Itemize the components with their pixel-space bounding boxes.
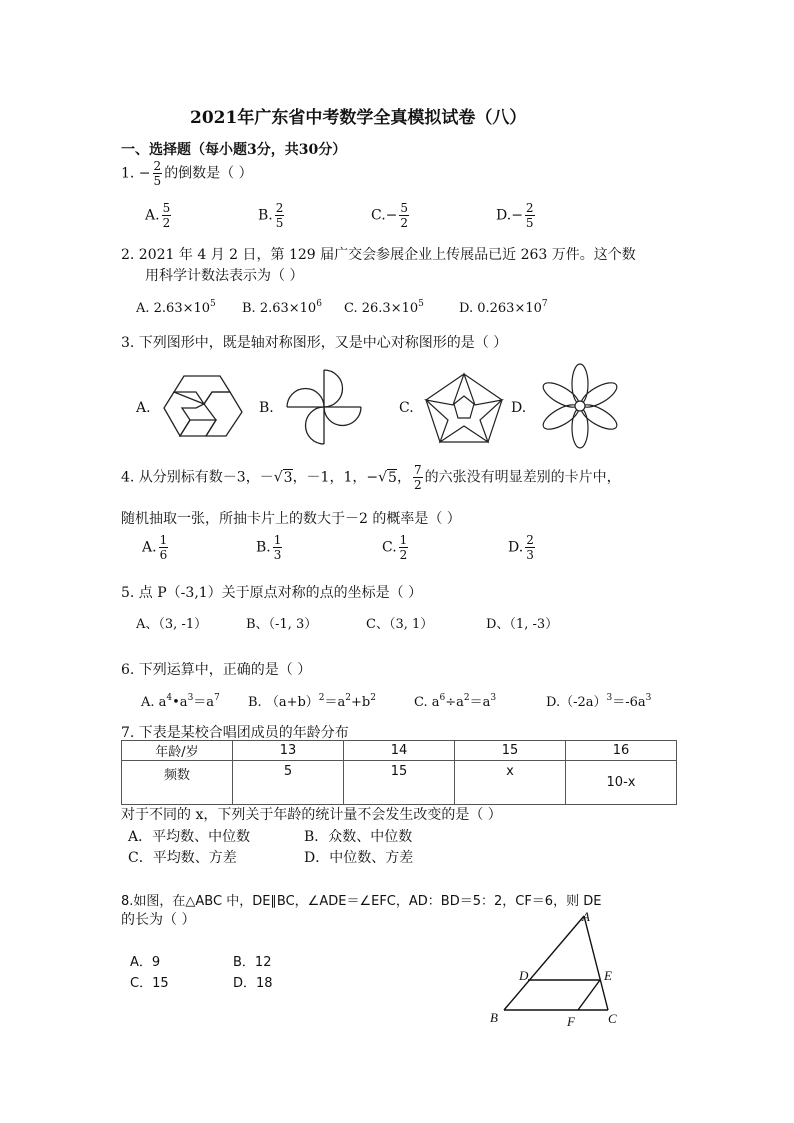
option-fraction [275,202,285,229]
point-c-label: C [608,1011,617,1026]
frac-num: 1 [159,533,168,547]
q7-option-d[interactable]: D．中位数、方差 [304,850,414,866]
option-fraction [162,202,172,229]
q6-option-b[interactable] [248,691,376,710]
q4-text: 的六张没有明显差别的卡片中， [424,469,621,486]
q3-option-d-label[interactable]: D. [511,400,527,416]
exponent: 5 [418,299,424,309]
question-8-line1: 8.如图，在△ABC 中，DE∥BC，∠ADE＝∠EFC，AD：BD＝5：2，CF＝6，则 DE [121,894,602,909]
table-cell: 5 [233,761,344,805]
option-fraction [399,202,409,229]
frac-num: 2 [275,201,284,215]
frac-num: 1 [273,533,282,547]
question-1-stem [121,160,253,187]
q1-fraction [153,160,163,187]
option-fraction [525,534,535,561]
q1-frac-den: 5 [153,174,162,188]
exponent: 5 [210,299,216,309]
recycle-hexagon-figure[interactable] [160,368,246,444]
frac-num: 7 [413,463,422,477]
question-6-stem: 6. 下列运算中，正确的是（ ） [121,662,312,678]
exponent: 2 [463,693,470,703]
frac-den: 3 [273,548,282,562]
expr: ＝a [469,695,491,710]
expr: B. （a+b） [248,695,319,710]
question-7-prompt: 对于不同的 x，下列关于年龄的统计量不会发生改变的是（ ） [121,807,502,823]
exponent: 6 [316,299,322,309]
q8-option-b[interactable]: B．12 [233,955,272,970]
q3-option-c-label[interactable]: C. [399,400,414,416]
point-f-label: F [567,1014,575,1029]
q5-option-b[interactable]: B、（-1, 3） [246,617,318,632]
q1-suffix: 的倒数是（ ） [164,165,253,182]
exponent: 4 [166,693,173,703]
q4-option-d[interactable] [508,534,537,561]
table-cell: 10-x [566,761,677,805]
q1-prefix: 1. − [121,165,151,182]
expr: A. a [141,695,167,710]
triangle-abc-figure [486,908,626,1034]
q6-option-c[interactable] [414,691,496,710]
page-title: 2021年广东省中考数学全真模拟试卷（八） [190,108,527,128]
exponent: 3 [187,693,194,703]
question-4-line2: 随机抽取一张，所抽卡片上的数大于－2 的概率是（ ） [121,511,461,527]
expr: ＝-6a [612,695,646,710]
q4-text: ，－1，1，− [292,469,379,486]
q7-option-b[interactable]: B．众数、中位数 [304,829,413,845]
table-header-row [122,741,677,761]
table-cell: 年龄/岁 [122,741,233,761]
q1-option-c[interactable] [371,202,411,229]
q1-option-a[interactable] [145,202,173,229]
q5-option-d[interactable]: D、（1, -3） [486,617,559,632]
question-4-line1: 4. 从分别标有数－3，－√3，－1，1，−√5， $\frac{7}{2}$ 的六张没有明显差别的卡片中， [121,463,621,492]
frac-den: 2 [162,216,171,230]
expr: •a [172,695,188,710]
table-cell: x [455,761,566,805]
exponent: 3 [606,693,613,703]
q7-option-c[interactable]: C．平均数、方差 [128,850,237,866]
table-cell: 15 [344,761,455,805]
q4-radicand: 3 [283,469,293,486]
option-label: B. [256,539,271,556]
q8-option-d[interactable]: D．18 [233,976,273,991]
frac-num: 1 [399,533,408,547]
option-label: C. [371,207,386,224]
q4-option-a[interactable] [142,534,170,561]
table-cell: 13 [233,741,344,761]
frac-num: 2 [525,201,534,215]
option-label: D. 0.263×10 [459,301,542,316]
section-heading: 一、选择题（每小题3分，共30分） [121,142,347,158]
q2-option-c[interactable] [344,299,424,316]
q8-option-a[interactable]: A．9 [130,955,161,970]
frac-den: 5 [525,216,534,230]
pinwheel-figure[interactable] [283,366,365,448]
frac-den: 2 [400,216,409,230]
expr: C. a [414,695,440,710]
q1-option-b[interactable] [258,202,286,229]
frac-den: 3 [526,548,534,562]
q3-option-b-label[interactable]: B. [259,400,274,416]
table-cell: 频数 [122,761,233,805]
table-cell: 16 [566,741,677,761]
q2-option-d[interactable] [459,299,548,316]
q6-option-d[interactable] [546,691,651,710]
q5-option-c[interactable]: C、（3, 1） [366,617,434,632]
option-label: A. [142,539,157,556]
option-fraction [159,534,169,561]
q8-option-c[interactable]: C．15 [130,976,169,991]
table-cell: 14 [344,741,455,761]
frac-den: 6 [159,548,168,562]
pentagon-star-figure[interactable] [422,370,506,446]
option-sign: − [385,207,398,224]
option-fraction [399,534,409,561]
option-label: A. 2.63×10 [136,301,211,316]
question-2-line2: 用科学计数法表示为（ ） [145,268,304,284]
expr: +b [351,695,371,710]
expr: ＝a [193,695,215,710]
option-label: C. [382,539,397,556]
exponent: 7 [541,299,548,309]
age-distribution-table [121,740,677,805]
question-8-line2: 的长为（ ） [121,912,196,928]
age-distribution-table-wrap [121,740,677,805]
table-row [122,761,677,805]
q3-option-a-label[interactable]: A. [136,400,151,416]
q4-text: 4. 从分别标有数－3，－ [121,469,274,486]
frac-den: 2 [413,478,422,492]
point-a-label: A [582,909,590,924]
option-fraction [525,202,535,229]
option-label: B. 2.63×10 [242,301,317,316]
option-label: C. 26.3×10 [344,301,419,316]
frac-den: 5 [275,216,284,230]
flower-figure[interactable] [536,362,624,450]
q2-option-b[interactable] [242,299,322,316]
q4-text: ， [396,469,411,486]
side-ab [504,916,584,1010]
table-cell: 15 [455,741,566,761]
q2-option-a[interactable] [136,299,216,316]
option-label: D. [508,539,524,556]
expr: D.（-2a） [546,695,607,710]
option-sign: − [511,207,523,224]
frac-num: 2 [526,533,534,547]
question-7-stem: 7. 下表是某校合唱团成员的年龄分布 [121,725,349,741]
segment-ef [578,980,600,1010]
exponent: 7 [214,693,220,703]
point-b-label: B [490,1010,498,1025]
q7-option-a[interactable]: A．平均数、中位数 [128,829,251,845]
q1-frac-num: 2 [153,159,162,173]
exponent: 2 [345,693,352,703]
q4-option-c[interactable] [382,534,410,561]
exponent: 6 [439,693,446,703]
exponent: 2 [318,693,325,703]
q5-option-a[interactable]: A、（3, -1） [136,617,208,632]
point-e-label: E [604,968,612,983]
exponent: 3 [645,693,652,703]
expr: ÷a [445,695,464,710]
option-label: D. [496,207,512,224]
question-5-stem: 5. 点 P（-3,1）关于原点对称的点的坐标是（ ） [121,585,423,601]
point-d-label: D [519,968,529,983]
exponent: 2 [370,693,376,703]
option-label: B. [258,207,273,224]
frac-num: 5 [400,201,409,215]
q4-radicand: 5 [388,469,397,486]
option-fraction [273,534,283,561]
q1-option-d[interactable] [496,202,537,229]
question-2-line1: 2. 2021 年 4 月 2 日，第 129 届广交会参展企业上传展品已近 263 万件。这个数 [121,247,636,263]
question-3-stem: 3. 下列图形中，既是轴对称图形，又是中心对称图形的是（ ） [121,335,508,351]
q4-fraction [413,464,423,491]
option-label: A. [145,207,160,224]
expr: ＝a [324,695,346,710]
frac-den: 2 [399,548,408,562]
frac-num: 5 [162,201,171,215]
q6-option-a[interactable] [141,691,220,710]
exponent: 3 [490,693,497,703]
q4-option-b[interactable] [256,534,284,561]
